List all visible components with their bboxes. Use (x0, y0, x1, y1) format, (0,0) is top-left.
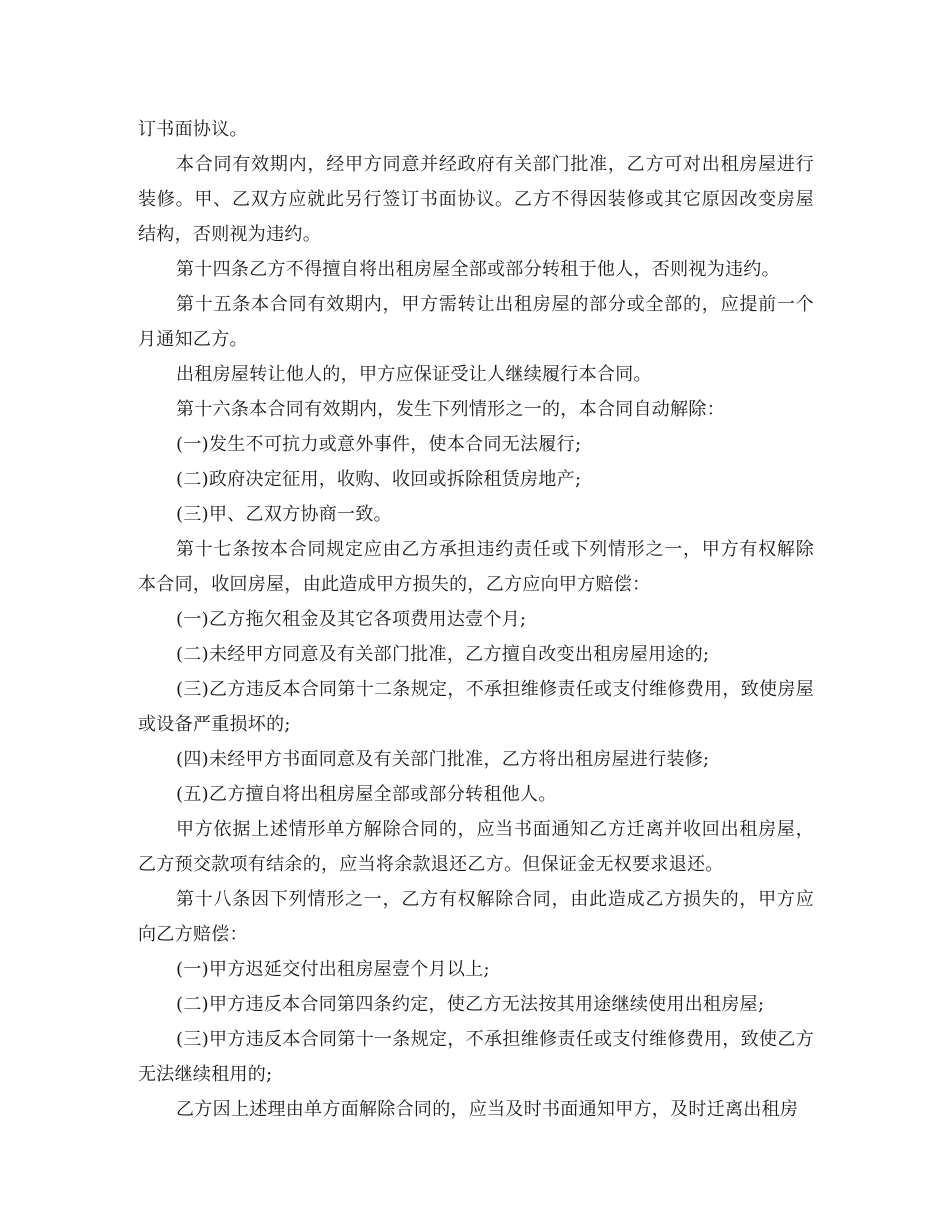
list-item: (一)甲方迟延交付出租房屋壹个月以上; (176, 959, 490, 980)
paragraph: 乙方因上述理由单方面解除合同的，应当及时书面通知甲方，及时迁离出租房 (176, 1099, 799, 1120)
list-item: (四)未经甲方书面同意及有关部门批准，乙方将出租房屋进行装修; (176, 749, 710, 770)
list-item: (三)甲方违反本合同第十一条规定，不承担维修责任或支付维修费用，致使乙方无法继续租用的; (138, 1029, 814, 1085)
paragraph: 甲方依据上述情形单方解除合同的，应当书面通知乙方迁离并收回出租房屋，乙方预交款项有结余的，应当将余款退还乙方。但保证金无权要求退还。 (138, 819, 814, 875)
paragraph: 第十六条本合同有效期内，发生下列情形之一的，本合同自动解除： (176, 399, 725, 420)
list-item: (三)甲、乙双方协商一致。 (176, 504, 392, 525)
list-item: (二)甲方违反本合同第四条约定，使乙方无法按其用途继续使用出租房屋; (176, 994, 765, 1015)
paragraph: 第十五条本合同有效期内，甲方需转让出租房屋的部分或全部的，应提前一个月通知乙方。 (138, 294, 814, 350)
list-item: (三)乙方违反本合同第十二条规定，不承担维修责任或支付维修费用，致使房屋或设备严重损坏的; (138, 679, 814, 735)
paragraph: 出租房屋转让他人的，甲方应保证受让人继续履行本合同。 (176, 364, 652, 385)
list-item: (五)乙方擅自将出租房屋全部或部分转租他人。 (176, 784, 557, 805)
list-item: (二)政府决定征用，收购、收回或拆除租赁房地产; (176, 469, 582, 490)
paragraph: 订书面协议。 (138, 119, 248, 140)
list-item: (一)发生不可抗力或意外事件，使本合同无法履行; (176, 434, 582, 455)
document-body (138, 112, 814, 1127)
paragraph: 第十七条按本合同规定应由乙方承担违约责任或下列情形之一，甲方有权解除本合同，收回房屋，由此造成甲方损失的，乙方应向甲方赔偿： (138, 539, 814, 595)
list-item: (二)未经甲方同意及有关部门批准，乙方擅自改变出租房屋用途的; (176, 644, 710, 665)
paragraph: 第十四条乙方不得擅自将出租房屋全部或部分转租于他人，否则视为违约。 (176, 259, 780, 280)
paragraph: 第十八条因下列情形之一，乙方有权解除合同，由此造成乙方损失的，甲方应向乙方赔偿： (138, 889, 814, 945)
paragraph: 本合同有效期内，经甲方同意并经政府有关部门批准，乙方可对出租房屋进行装修。甲、乙双方应就此另行签订书面协议。乙方不得因装修或其它原因改变房屋结构，否则视为违约。 (138, 154, 814, 245)
list-item: (一)乙方拖欠租金及其它各项费用达壹个月; (176, 609, 527, 630)
